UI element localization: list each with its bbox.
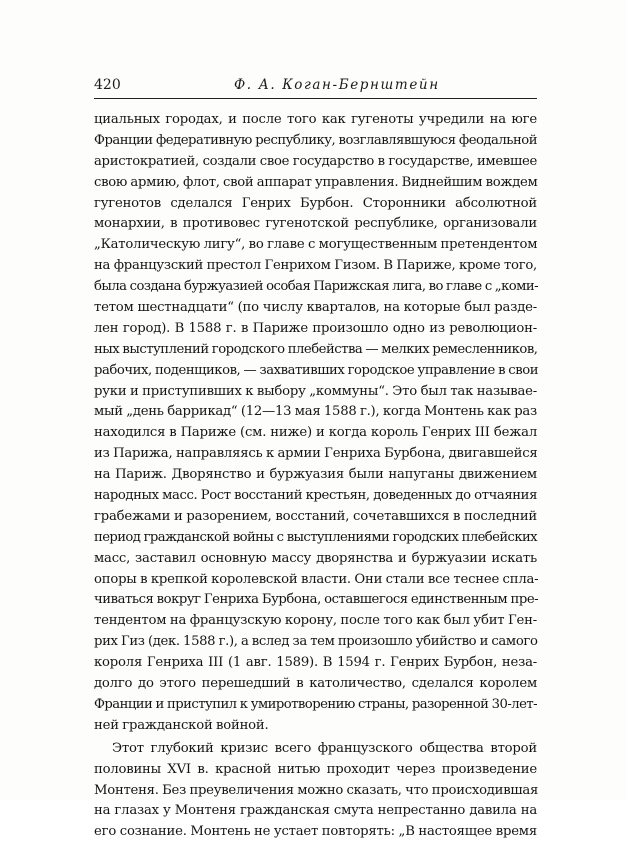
text-line: короля Генриха III (1 авг. 1589). В 1594 г. Генрих Бурбон, неза-	[94, 655, 537, 671]
text-line: руки и приступивших к выбору „коммуны“. Это был так называе-	[94, 383, 537, 399]
paragraph-1	[94, 110, 537, 737]
text-line: была создана буржуазией особая Парижская лига, во главе с „коми-	[94, 279, 539, 295]
text-line: аристократией, создали свое государство в государстве, имевшее	[94, 153, 537, 169]
text-line: „Католическую лигу“, во главе с могущественным претендентом	[94, 237, 538, 253]
text-line: Монтеня. Без преувеличения можно сказать, что происходившая	[94, 782, 539, 798]
text-line: на французский престол Генрихом Гизом. В Париже, кроме того,	[94, 258, 537, 274]
text-line: половины XVI в. красной нитью проходит через произведение	[94, 761, 537, 777]
text-line: опоры в крепкой королевской власти. Они стали все теснее спла-	[94, 571, 539, 587]
text-line: тендентом на французскую корону, после того как был убит Ген-	[94, 613, 537, 629]
text-line: гугенотов сделался Генрих Бурбон. Сторонники абсолютной	[94, 195, 537, 211]
paragraph-2	[94, 739, 537, 843]
text-line: из Парижа, направляясь к армии Генриха Бурбона, двигавшейся	[94, 446, 538, 462]
text-line: его сознание. Монтень не устает повторять: „В настоящее время	[94, 824, 537, 840]
text-line: тетом шестнадцати“ (по числу кварталов, на которые был разде-	[94, 300, 537, 316]
text-line: чиваться вокруг Генриха Бурбона, оставшегося единственным пре-	[94, 592, 539, 608]
text-line: народных масс. Рост восстаний крестьян, доведенных до отчаяния	[94, 488, 537, 504]
text-line: Франции и приступил к умиротворению страны, разоренной 30-лет-	[94, 696, 537, 712]
text-line: циальных городах, и после того как гугеноты учредили на юге	[94, 112, 537, 127]
text-line: рабочих, поденщиков, — захвативших городское управление в свои	[94, 362, 539, 378]
header-rule	[94, 98, 537, 99]
running-head	[94, 76, 537, 96]
text-line: ных выступлений городского плебейства — мелких ремесленников,	[94, 341, 538, 357]
text-line: Франции федеративную республику, возглавлявшуюся феодальной	[94, 132, 537, 148]
text-line: на Париж. Дворянство и буржуазия были напуганы движением	[94, 467, 537, 483]
text-line: на глазах у Монтеня гражданская смута непрестанно давила на	[94, 803, 537, 819]
text-line: период гражданской войны с выступлениями городских плебейских	[94, 529, 537, 545]
text-line: рих Гиз (дек. 1588 г.), а вслед за тем произошло убийство и самого	[94, 634, 538, 650]
text-line: ней гражданской войной.	[94, 717, 269, 733]
text-line: Этот глубокий кризис всего французского общества второй	[112, 740, 537, 756]
text-line: монархии, в противовес гугенотской республике, организовали	[94, 216, 537, 232]
text-line: лен город). В 1588 г. в Париже произошло одно из революцион-	[94, 320, 537, 336]
text-line: грабежами и разорением, восстаний, сочетавшихся в последний	[94, 508, 537, 524]
text-line: мый „день баррикад“ (12—13 мая 1588 г.), когда Монтень как раз	[94, 404, 537, 420]
text-line: масс, заставил основную массу дворянства и буржуазии искать	[94, 550, 537, 566]
text-line: свою армию, флот, свой аппарат управления. Виднейшим вождем	[94, 174, 538, 190]
text-line: долго до этого перешедший в католичество, сделался королем	[94, 676, 537, 692]
page-number: 420	[94, 77, 121, 93]
text-line: находился в Париже (см. ниже) и когда король Генрих III бежал	[94, 425, 537, 441]
body-text	[94, 110, 537, 843]
running-title: Ф. А. Коган-Бернштейн	[234, 77, 440, 93]
